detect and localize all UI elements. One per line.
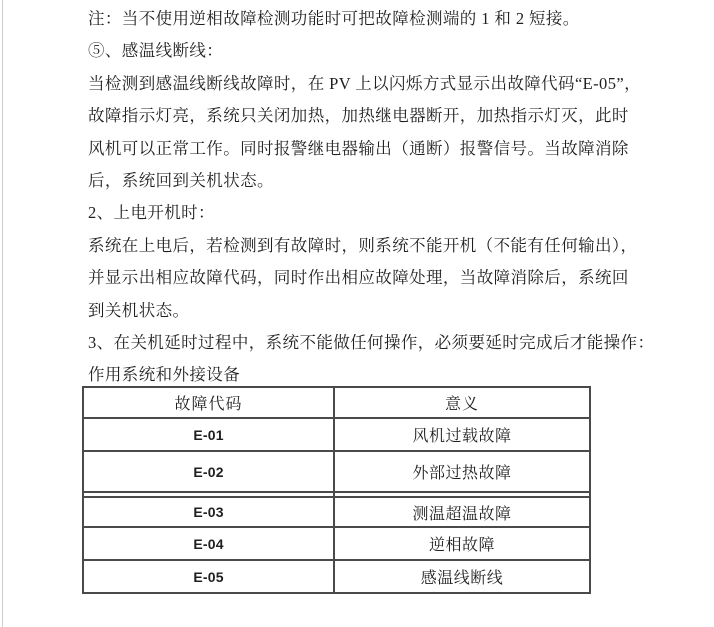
split-gap-cell — [84, 493, 335, 496]
document-body-text — [88, 3, 668, 392]
split-gap-cell — [335, 493, 589, 496]
paragraph-heading-2: 2、上电开机时： — [88, 203, 215, 223]
fault-code-cell: E-04 — [84, 528, 335, 559]
paragraph-line: 并显示出相应故障代码，同时作出相应故障处理，当故障消除后，系统回 — [88, 268, 629, 288]
paragraph-line: 后，系统回到关机状态。 — [88, 170, 274, 190]
paragraph-line: 作用系统和外接设备 — [88, 365, 241, 385]
table-row — [84, 559, 589, 592]
fault-meaning-cell: 逆相故障 — [428, 537, 495, 554]
table-row — [84, 496, 589, 526]
fault-code-cell: E-05 — [84, 561, 335, 592]
header-fault-code: 故障代码 — [84, 388, 335, 417]
table-row — [84, 450, 589, 491]
paragraph-line: 风机可以正常工作。同时报警继电器输出（通断）报警信号。当故障消除 — [88, 138, 629, 158]
fault-code-cell: E-03 — [84, 498, 335, 526]
paragraph-heading-5: ⑤、感温线断线： — [88, 41, 224, 61]
paragraph-note: 注：当不使用逆相故障检测功能时可把故障检测端的 1 和 2 短接。 — [88, 9, 580, 28]
paragraph-heading-3: 3、在关机延时过程中，系统不能做任何操作，必须要延时完成后才能操作： — [88, 332, 655, 352]
paragraph-line: 到关机状态。 — [88, 300, 190, 320]
fault-code-table — [82, 386, 591, 594]
fault-meaning-cell: 外部过热故障 — [412, 465, 512, 482]
table-header-row — [84, 388, 589, 417]
header-meaning: 意义 — [444, 396, 479, 413]
paragraph-line: 系统在上电后，若检测到有故障时，则系统不能开机（不能有任何输出）， — [88, 235, 638, 255]
fault-meaning-cell: 风机过载故障 — [412, 428, 512, 445]
table-row — [84, 526, 589, 559]
fault-code-cell: E-02 — [84, 452, 335, 491]
page-edge-line — [2, 0, 3, 627]
fault-meaning-cell: 感温线断线 — [420, 570, 504, 587]
paragraph-line: 故障指示灯亮，系统只关闭加热，加热继电器断开，加热指示灯灭，此时 — [88, 106, 629, 126]
table-split-gap — [84, 491, 589, 496]
fault-code-cell: E-01 — [84, 419, 335, 450]
fault-meaning-cell: 测温超温故障 — [412, 505, 512, 523]
paragraph-line: 当检测到感温线断线故障时，在 PV 上以闪烁方式显示出故障代码“E-05”， — [88, 73, 641, 93]
table-row — [84, 417, 589, 450]
